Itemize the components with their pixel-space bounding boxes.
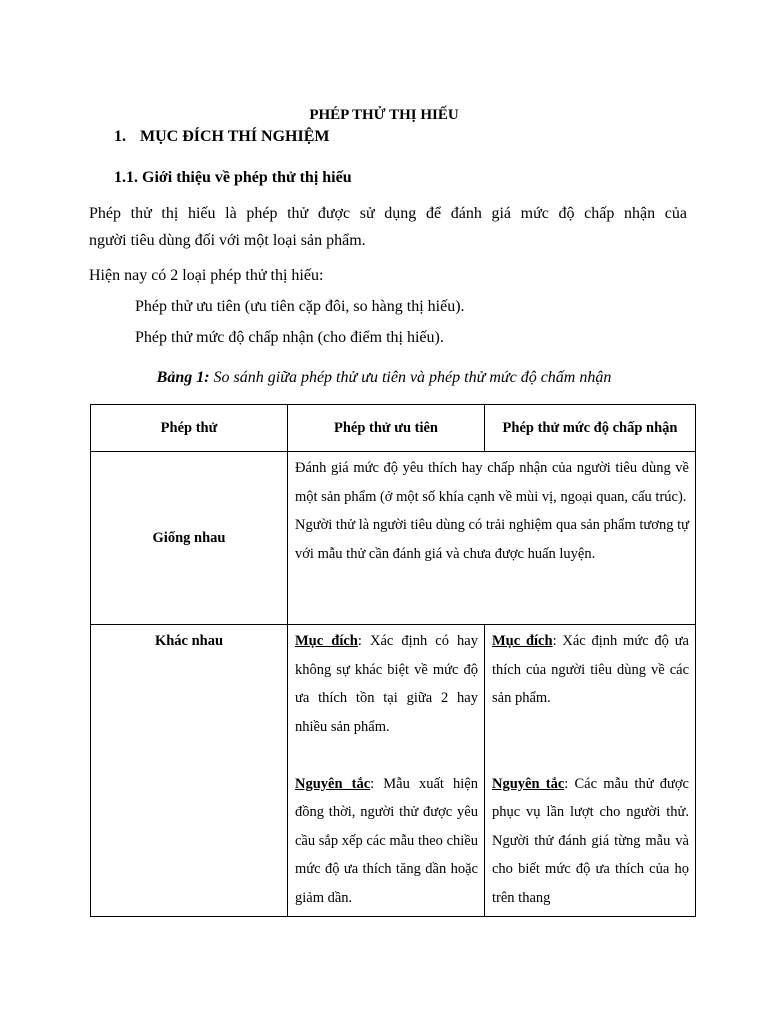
types-paragraph: Hiện nay có 2 loại phép thử thị hiếu: — [89, 267, 324, 284]
similarities-text — [288, 452, 695, 572]
purpose-text: : Xác định có hay không sự khác biệt về mức độ ưa thích tồn tại giữa 2 hay nhiều sản phẩm. — [295, 633, 478, 735]
table-header-cell: Phép thử — [91, 405, 288, 452]
table-caption — [0, 369, 768, 387]
row-label-differences: Khác nhau — [91, 625, 288, 917]
purpose-label: Mục đích — [295, 633, 358, 649]
list-item: Phép thử ưu tiên (ưu tiên cặp đôi, so hàng thị hiếu). — [135, 298, 465, 315]
purpose-text: : Xác định mức độ ưa thích của người tiêu dùng về các sản phẩm. — [492, 633, 689, 706]
table-header-row — [91, 405, 696, 452]
purpose-paragraph — [492, 627, 689, 713]
similarities-text-1: Đánh giá mức độ yêu thích hay chấp nhận của người tiêu dùng về một sản phẩm (ở một số khía cạnh về mùi vị, ngoại quan, cấu trúc). — [295, 460, 689, 505]
purpose-paragraph — [295, 627, 478, 741]
principle-label: Nguyên tắc — [295, 775, 371, 792]
section-number: 1. — [114, 128, 126, 145]
table-header-cell: Phép thử ưu tiên — [288, 405, 485, 452]
table-row — [91, 452, 696, 625]
table-header-cell: Phép thử mức độ chấp nhận — [485, 405, 696, 452]
spacer — [492, 713, 689, 742]
table-row — [91, 625, 696, 917]
acceptance-test-text — [485, 625, 695, 916]
principle-paragraph — [295, 770, 478, 913]
preference-test-text — [288, 625, 484, 916]
document-title: PHÉP THỬ THỊ HIẾU — [309, 107, 459, 123]
list-item: Phép thử mức độ chấp nhận (cho điểm thị hiếu). — [135, 329, 444, 346]
table-caption-label: Bảng 1: — [156, 369, 210, 386]
similarities-cell — [288, 452, 696, 625]
preference-test-cell — [288, 625, 485, 917]
principle-text: : Mẫu xuất hiện đồng thời, người thử được yêu cầu sắp xếp các mẫu theo chiều mức độ ưa thích tăng dần hoặc giảm dần. — [295, 775, 478, 906]
principle-text: : Các mẫu thử được phục vụ lần lượt cho người thử. Người thử đánh giá từng mẫu và cho biết mức độ ưa thích của họ trên thang — [492, 775, 689, 906]
spacer — [492, 741, 689, 770]
intro-paragraph — [89, 200, 687, 254]
subsection-heading-1-1: 1.1. Giới thiệu về phép thử thị hiếu — [114, 169, 352, 186]
row-label-similarities: Giống nhau — [91, 452, 288, 625]
table-caption-text: So sánh giữa phép thử ưu tiên và phép thử mức độ chấm nhận — [209, 369, 612, 386]
comparison-table — [90, 404, 696, 917]
section-title: MỤC ĐÍCH THÍ NGHIỆM — [140, 128, 330, 145]
similarities-text-2: Người thử là người tiêu dùng có trải nghiệm qua sản phẩm tương tự với mẫu thử cần đánh giá và chưa được huấn luyện. — [295, 517, 689, 562]
spacer — [295, 741, 478, 770]
intro-paragraph-line-1: Phép thử thị hiếu là phép thử được sử dụng để đánh giá mức độ chấp nhận của — [89, 205, 687, 222]
section-heading-1 — [114, 128, 330, 146]
principle-label: Nguyên tắc — [492, 775, 565, 792]
acceptance-test-cell — [485, 625, 696, 917]
intro-paragraph-line-2: người tiêu dùng đối với một loại sản phẩm. — [89, 232, 366, 249]
principle-paragraph — [492, 770, 689, 913]
purpose-label: Mục đích — [492, 633, 553, 649]
